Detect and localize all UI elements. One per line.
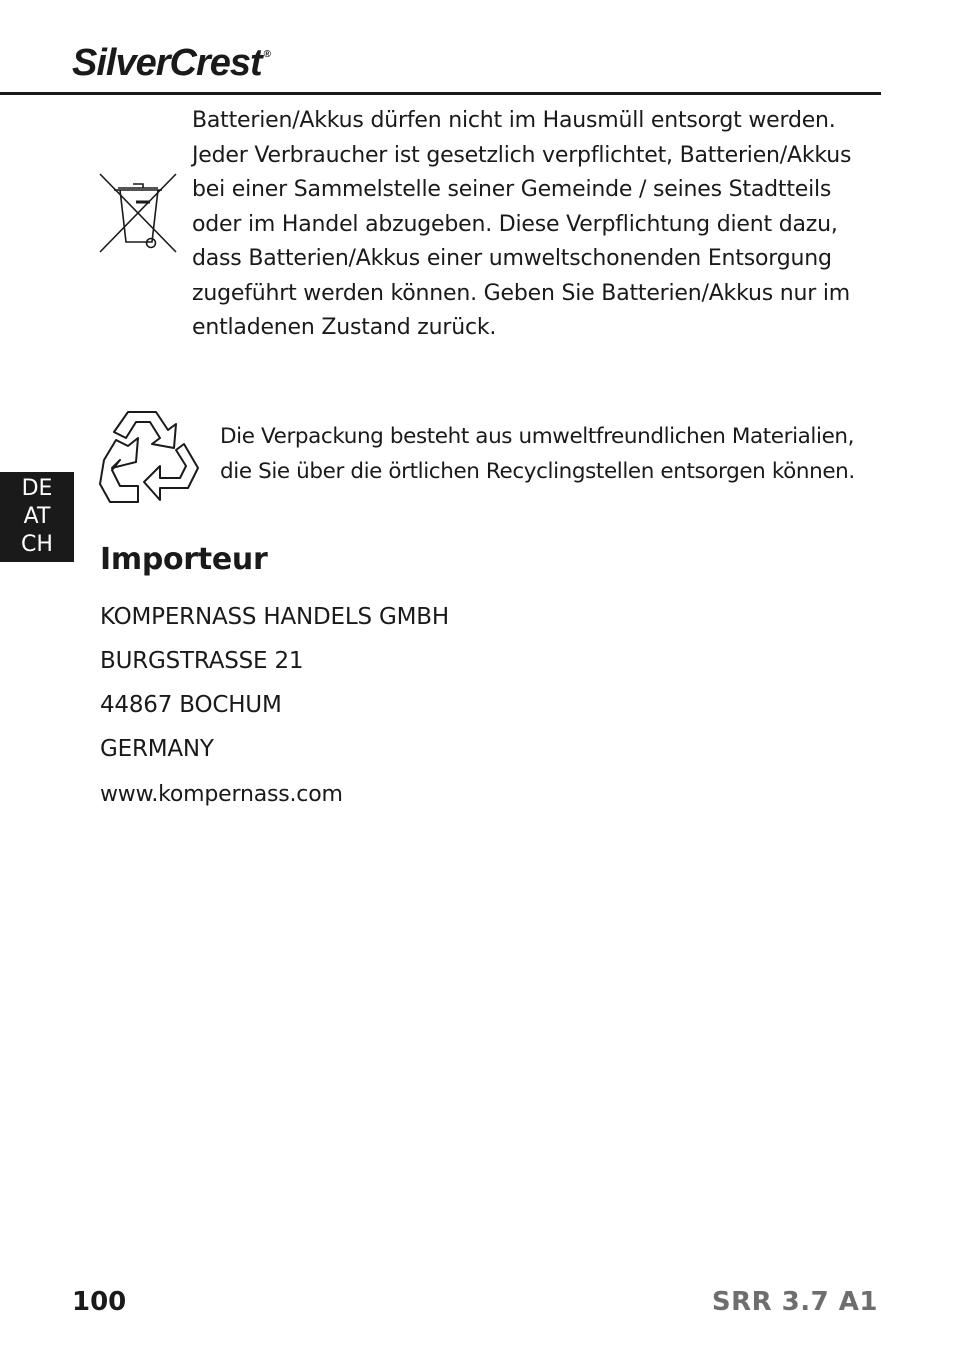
importer-company: KOMPERNASS HANDELS GMBH xyxy=(100,604,449,630)
importer-street: BURGSTRASSE 21 xyxy=(100,648,304,674)
header-rule xyxy=(0,92,881,95)
language-de: DE xyxy=(21,476,53,501)
packaging-recycling-text: Die Verpackung besteht aus umweltfreundlichen Materialien, die Sie über die örtlichen Recyclingstellen entsorgen können. xyxy=(220,424,855,484)
brand-name: SilverCrest xyxy=(72,42,262,84)
page-number: 100 xyxy=(72,1287,127,1317)
importer-city: 44867 BOCHUM xyxy=(100,692,282,718)
recycling-icon xyxy=(98,408,204,508)
language-ch: CH xyxy=(21,532,53,557)
crossed-out-wheelie-bin-icon xyxy=(98,170,180,256)
importer-country: GERMANY xyxy=(100,736,214,762)
language-tab xyxy=(0,472,74,562)
brand-logo xyxy=(72,44,270,82)
registered-mark: ® xyxy=(263,49,271,60)
language-at: AT xyxy=(23,504,51,529)
importer-website: www.kompernass.com xyxy=(100,782,343,807)
battery-disposal-text: Batterien/Akkus dürfen nicht im Hausmüll entsorgt werden. Jeder Verbraucher ist gesetzlich verpflichtet, Batterien/Akkus bei einer Sammelstelle seiner Gemeinde / seines Stadtteils oder im Handel abzugeben. Diese Verpflichtung dient dazu, dass Batterien/Akkus einer umweltschonenden Entsorgung zugeführt werden können. Geben Sie Batterien/Akkus nur im entladenen Zustand zurück. xyxy=(192,108,852,340)
model-number: SRR 3.7 A1 xyxy=(711,1287,878,1317)
importer-heading: Importeur xyxy=(100,542,268,577)
